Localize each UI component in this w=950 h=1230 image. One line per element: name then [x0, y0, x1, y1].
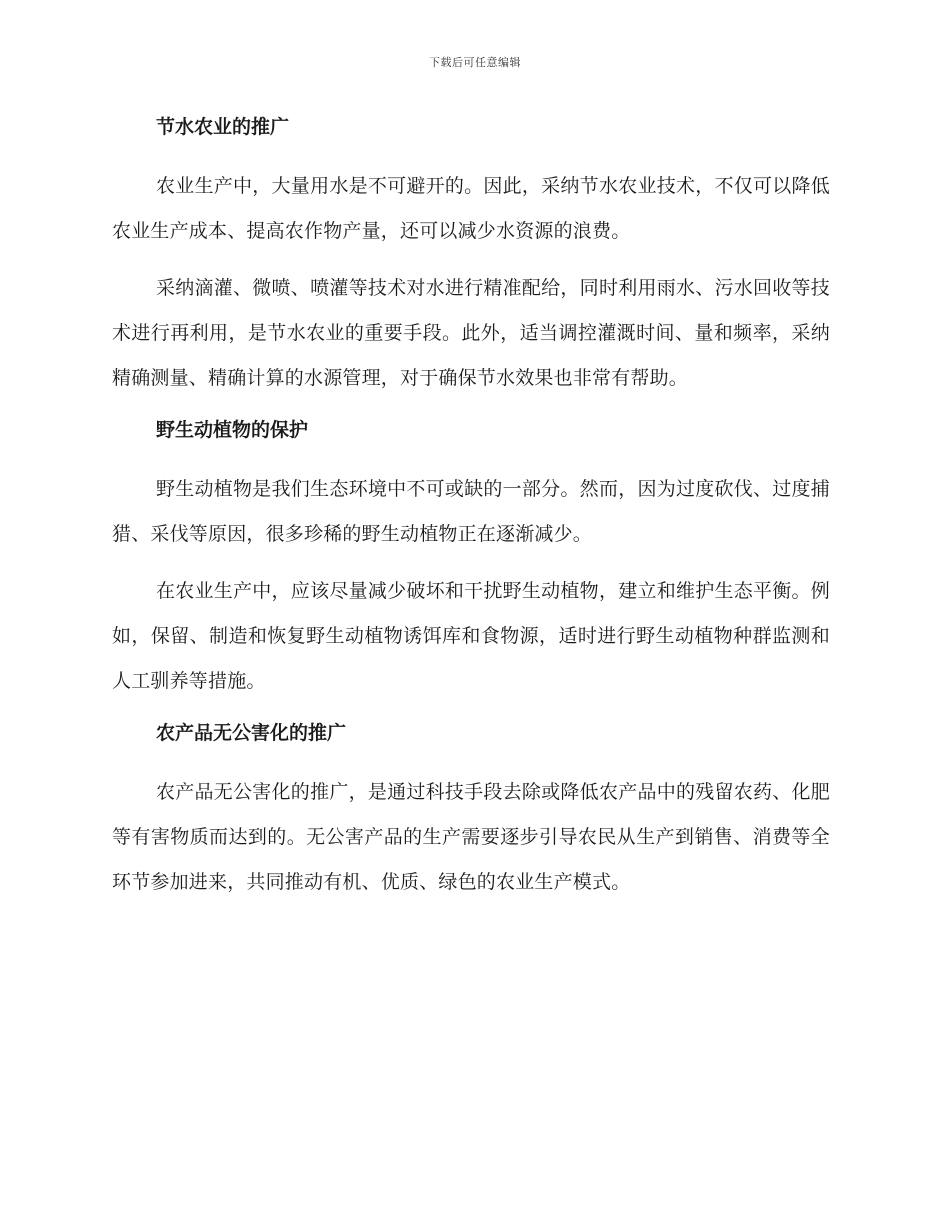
section-title: 节水农业的推广 — [156, 116, 290, 138]
section-pollution-free-products — [112, 716, 830, 905]
paragraph: 采纳滴灌、微喷、喷灌等技术对水进行精准配给，同时利用雨水、污水回收等技术进行再利用，是节水农业的重要手段。此外，适当调控灌溉时间、量和频率，采纳精确测量、精确计算的水源管理，对于确保节水效果也非常有帮助。 — [112, 277, 830, 389]
paragraph: 农产品无公害化的推广，是通过科技手段去除或降低农产品中的残留农药、化肥等有害物质而达到的。无公害产品的生产需要逐步引导农民从生产到销售、消费等全环节参加进来，共同推动有机、优质、绿色的农业生产模式。 — [112, 781, 830, 893]
section-wildlife-protection — [112, 413, 830, 704]
section-title: 农产品无公害化的推广 — [156, 722, 347, 744]
document-body — [112, 110, 830, 917]
paragraph: 农业生产中，大量用水是不可避开的。因此，采纳节水农业技术，不仅可以降低农业生产成本、提高农作物产量，还可以减少水资源的浪费。 — [112, 175, 830, 242]
paragraph: 在农业生产中，应该尽量减少破坏和干扰野生动植物，建立和维护生态平衡。例如，保留、制造和恢复野生动植物诱饵库和食物源，适时进行野生动植物种群监测和人工驯养等措施。 — [112, 580, 830, 692]
paragraph: 野生动植物是我们生态环境中不可或缺的一部分。然而，因为过度砍伐、过度捕猎、采伐等原因，很多珍稀的野生动植物正在逐渐减少。 — [112, 478, 830, 545]
page-header: 下载后可任意编辑 — [429, 56, 521, 69]
section-title: 野生动植物的保护 — [156, 419, 309, 441]
section-water-saving — [112, 110, 830, 401]
